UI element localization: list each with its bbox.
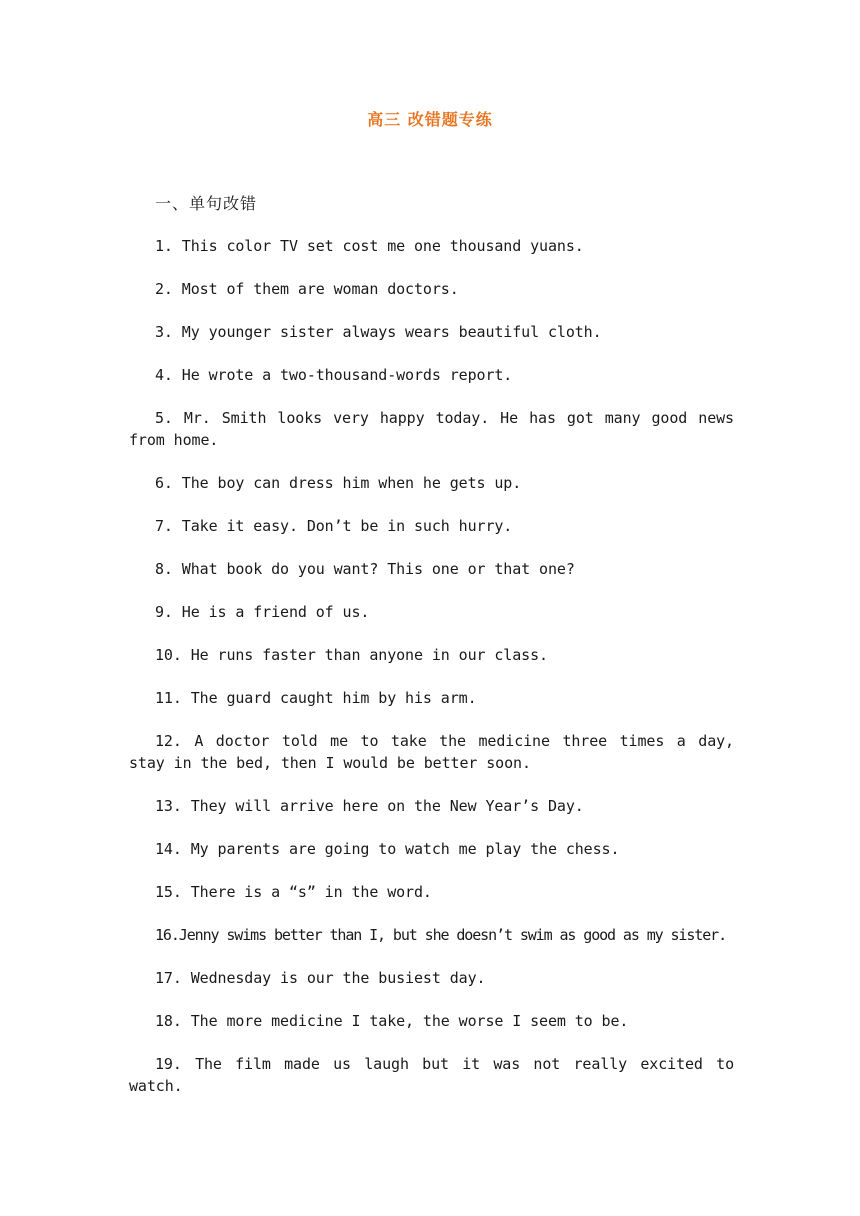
exercise-item: 8. What book do you want? This one or that one?	[155, 560, 575, 578]
exercise-item: 3. My younger sister always wears beautiful cloth.	[155, 323, 602, 341]
exercise-item: 2. Most of them are woman doctors.	[155, 280, 459, 298]
exercise-item: 13. They will arrive here on the New Year’s Day.	[155, 797, 584, 815]
exercise-item: 1. This color TV set cost me one thousand yuans.	[155, 237, 584, 255]
exercise-item: 18. The more medicine I take, the worse I seem to be.	[155, 1012, 629, 1030]
exercise-item: 15. There is a “s” in the word.	[155, 883, 432, 901]
section-heading: 一、单句改错	[155, 194, 258, 213]
exercise-list	[129, 235, 734, 1118]
exercise-item: 12. A doctor told me to take the medicine three times a day, stay in the bed, then I would be better soon.	[129, 732, 734, 772]
page-title: 高三 改错题专练	[367, 110, 493, 129]
exercise-item: 7. Take it easy. Don’t be in such hurry.	[155, 517, 513, 535]
exercise-item: 9. He is a friend of us.	[155, 603, 370, 621]
exercise-item: 6. The boy can dress him when he gets up.	[155, 474, 522, 492]
exercise-item: 19. The film made us laugh but it was not really excited to watch.	[129, 1055, 734, 1095]
exercise-item: 4. He wrote a two-thousand-words report.	[155, 366, 513, 384]
exercise-item: 14. My parents are going to watch me play the chess.	[155, 840, 620, 858]
exercise-item: 5. Mr. Smith looks very happy today. He has got many good news from home.	[129, 409, 734, 449]
exercise-item: 11. The guard caught him by his arm.	[155, 689, 477, 707]
exercise-item: 10. He runs faster than anyone in our class.	[155, 646, 548, 664]
exercise-item: 17. Wednesday is our the busiest day.	[155, 969, 486, 987]
exercise-item: 16.Jenny swims better than I, but she doesn’t swim as good as my sister.	[155, 926, 727, 944]
